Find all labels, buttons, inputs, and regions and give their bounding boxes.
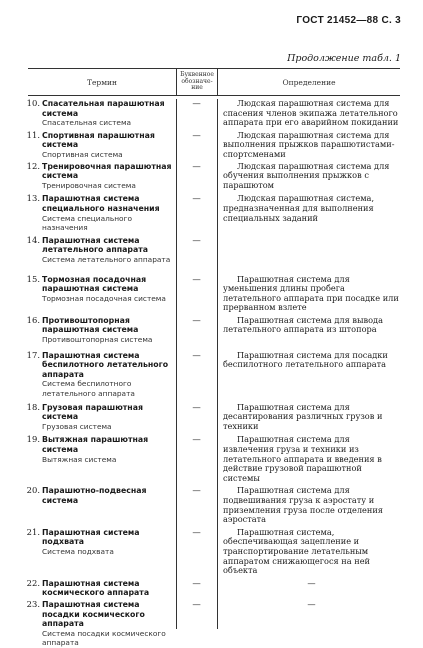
table-body	[28, 99, 400, 648]
abbreviation-cell: —	[192, 314, 201, 325]
definition-cell	[217, 435, 400, 483]
header-divider	[217, 69, 218, 95]
term-cell	[28, 486, 176, 524]
definition-text: Парашютная система, обеспечивающая зацепление и транспортирование летательным аппаратом снижающегося на ней объекта	[223, 526, 370, 576]
terms-table	[28, 68, 400, 648]
table-row	[28, 162, 400, 191]
term-name: Спортивная парашютная система	[42, 130, 155, 150]
page-header: ГОСТ 21452—88 С. 3	[296, 15, 401, 26]
term-short-form: Вытяжная система	[42, 454, 117, 464]
term-cell	[28, 316, 176, 345]
term-name: Парашютно-подвесная система	[42, 486, 147, 505]
term-name: Противоштопорная парашютная система	[42, 315, 139, 335]
definition-text: Парашютная система для посадки беспилотного летательного аппарата	[223, 349, 388, 370]
table-row	[28, 351, 400, 399]
definition-text: Парашютная система для вывода летательного аппарата из штопора	[223, 314, 383, 335]
term-short-form: Спортивная система	[42, 149, 123, 159]
table-row	[28, 435, 400, 483]
table-row	[28, 194, 400, 232]
column-header-term: Термин	[86, 77, 118, 87]
term-number: 11.	[26, 129, 40, 140]
abbreviation-cell: —	[192, 129, 201, 140]
table-row	[28, 275, 400, 313]
column-header-abbreviation: Буквенное обозначе- ние	[180, 71, 214, 92]
term-cell	[28, 403, 176, 432]
definition-cell	[217, 486, 400, 524]
definition-text: —	[307, 577, 316, 588]
definition-cell	[217, 275, 400, 313]
term-number: 21.	[26, 526, 40, 537]
abbreviation-cell: —	[192, 349, 201, 360]
abbreviation-cell: —	[192, 401, 201, 412]
definition-cell	[217, 162, 400, 191]
table-row	[28, 528, 400, 576]
abbreviation-cell: —	[192, 193, 201, 204]
table-row	[28, 131, 400, 160]
term-name: Парашютная система посадки космического аппарата	[42, 599, 145, 629]
header-divider	[176, 69, 177, 95]
term-cell	[28, 579, 176, 598]
term-cell	[28, 600, 176, 648]
abbreviation-cell: —	[192, 273, 201, 284]
term-cell	[28, 194, 176, 232]
abbreviation-cell: —	[192, 234, 201, 245]
definition-cell	[217, 194, 400, 232]
term-name: Парашютная система подхвата	[42, 527, 140, 547]
definition-cell	[217, 579, 400, 598]
definition-text: Людская парашютная система, предназначенная для выполнения специальных заданий	[223, 193, 375, 223]
definition-cell	[217, 403, 400, 432]
definition-cell	[217, 316, 400, 345]
abbreviation-cell: —	[192, 598, 201, 609]
term-number: 17.	[26, 349, 40, 360]
table-row	[28, 403, 400, 432]
term-number: 15.	[26, 273, 40, 284]
term-number: 19.	[26, 434, 40, 445]
term-name: Вытяжная парашютная система	[42, 435, 149, 454]
term-name: Тормозная посадочная парашютная система	[42, 274, 147, 294]
term-name: Парашютная система летательного аппарата	[42, 235, 149, 255]
term-name: Грузовая парашютная система	[42, 402, 143, 422]
definition-cell	[217, 600, 400, 648]
column-header-definition: Определение	[282, 77, 336, 87]
term-number: 10.	[26, 98, 40, 108]
definition-text: —	[307, 598, 316, 609]
term-short-form: Система летательного аппарата	[42, 254, 171, 264]
definition-text: Парашютная система для извлечения груза и техники из летательного аппарата и введения в действие грузовой парашютной системы	[223, 434, 382, 483]
definition-text: Людская парашютная система для выполнения прыжков парашютистами-спортсменами	[223, 129, 395, 159]
definition-text: Парашютная система для десантирования различных грузов и техники	[223, 401, 383, 431]
definition-cell	[217, 351, 400, 399]
term-short-form: Система подхвата	[42, 546, 114, 556]
term-number: 16.	[26, 314, 40, 325]
table-row	[28, 99, 400, 128]
term-name: Парашютная система космического аппарата	[42, 578, 150, 598]
abbreviation-cell: —	[192, 485, 201, 496]
term-short-form: Грузовая система	[42, 421, 112, 431]
term-name: Парашютная система специального назначения	[42, 194, 160, 213]
term-cell	[28, 528, 176, 576]
table-row	[28, 600, 400, 648]
abbreviation-cell: —	[192, 434, 201, 445]
term-number: 18.	[26, 401, 40, 412]
definition-text: Парашютная система для уменьшения длины пробега летательного аппарата при посадке или прерванном взлете	[223, 273, 399, 313]
term-short-form: Спасательная система	[42, 118, 132, 128]
term-number: 23.	[26, 598, 40, 609]
term-short-form: Тормозная посадочная система	[42, 293, 166, 303]
abbreviation-cell: —	[192, 526, 201, 537]
abbreviation-cell: —	[192, 160, 201, 171]
table-row	[28, 579, 400, 598]
term-number: 12.	[26, 160, 40, 171]
term-name: Спасательная парашютная система	[42, 99, 165, 118]
term-cell	[28, 236, 176, 265]
table-header	[28, 69, 400, 95]
term-number: 13.	[26, 193, 40, 204]
term-cell	[28, 351, 176, 399]
abbreviation-cell: —	[192, 98, 201, 108]
term-cell	[28, 131, 176, 160]
table-row	[28, 486, 400, 524]
term-short-form: Тренировочная система	[42, 180, 136, 190]
term-short-form: Система посадки космического аппарата	[42, 628, 166, 648]
table-row	[28, 236, 400, 265]
definition-text: Парашютная система для подвешивания груза к аэростату и приземления груза после отделения аэростата	[223, 485, 383, 525]
definition-text: Людская парашютная система для спасения членов экипажа летательного аппарата при его аварийном покидании	[223, 98, 399, 128]
term-name: Парашютная система беспилотного летательного аппарата	[42, 350, 169, 379]
term-number: 20.	[26, 485, 40, 496]
term-cell	[28, 99, 176, 128]
term-cell	[28, 435, 176, 483]
term-number: 22.	[26, 577, 40, 588]
term-short-form: Система беспилотного летательного аппарата	[42, 379, 135, 399]
term-short-form: Противоштопорная система	[42, 335, 153, 345]
definition-cell	[217, 99, 400, 128]
definition-cell	[217, 236, 400, 265]
table-header-rule	[28, 95, 400, 96]
definition-text: Людская парашютная система для обучения выполнения прыжков с парашютом	[223, 160, 390, 190]
table-row	[28, 316, 400, 345]
term-cell	[28, 162, 176, 191]
definition-cell	[217, 131, 400, 160]
term-short-form: Система специального назначения	[42, 213, 132, 233]
definition-cell	[217, 528, 400, 576]
table-continuation-label: Продолжение табл. 1	[287, 53, 401, 64]
term-number: 14.	[26, 234, 40, 245]
abbreviation-cell: —	[192, 577, 201, 588]
term-cell	[28, 275, 176, 313]
term-name: Тренировочная парашютная система	[42, 161, 172, 181]
